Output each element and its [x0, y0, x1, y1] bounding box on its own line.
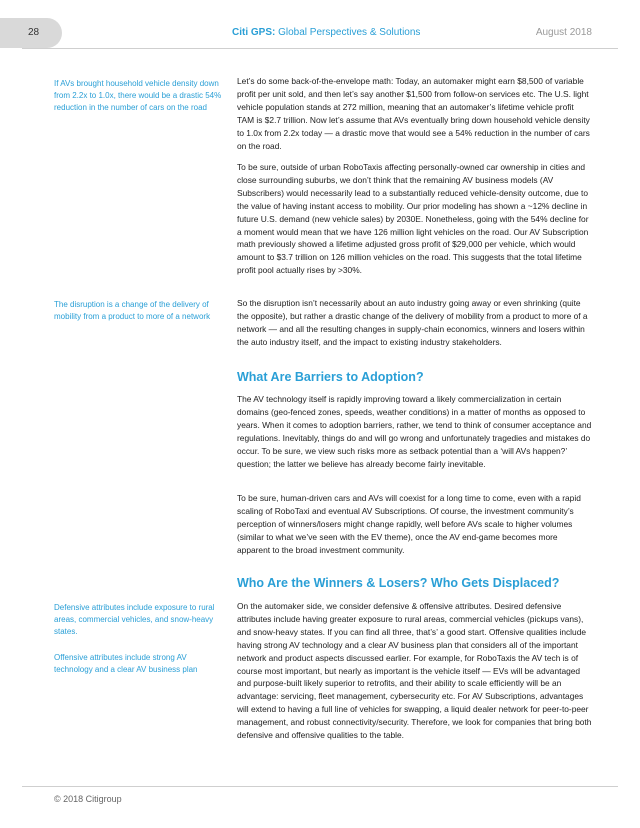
- sidebar-note: The disruption is a change of the delivery of mobility from a product to more of a network: [54, 300, 211, 321]
- brand-subtitle: Global Perspectives & Solutions: [275, 27, 421, 38]
- body-paragraph: To be sure, outside of urban RoboTaxis affecting personally-owned car ownership in cities and close surrounding suburbs, we don’t think that the remaining AV business models (AV Subscribers) would necessarily lead to a substantially reduced vehicle-density outcome, due to the value of having instant access to mobility. Our prior modeling has shown a ~12% decline in future U.S. demand (new vehicle sales) by 2030E. Nonetheless, going with the 54% decline for a moment would mean that we have 126 million light vehicles on the road. Our AV Subscription math previously showed a lifetime adjusted gross profit of $29,000 per vehicle, which would amount to $3.7 trillion on 126 million vehicles on the road. This suggests that the total lifetime profit pool actually rises by >30%.: [237, 162, 589, 276]
- header-divider: [22, 48, 618, 49]
- body-paragraph: The AV technology itself is rapidly improving toward a likely commercialization in certain domains (geo-fenced zones, speeds, weather conditions) in a matter of months as opposed to years. When it comes to adoption barriers, rather, we tend to think of consumer acceptance and regulations. Inevitably, things do and will go wrong and unfortunately tragedies and mistakes do occur. To be sure, we view such risks more as setback potential than a ‘will AVs happen?’ question; the latter we believe has already become fairly inevitable.: [237, 394, 592, 469]
- sidebar-note: If AVs brought household vehicle density down from 2.2x to 1.0x, there would be a drastic 54% reduction in the number of cars on the road: [54, 79, 222, 112]
- running-header: [232, 27, 592, 41]
- section-heading: Who Are the Winners & Losers? Who Gets Displaced?: [237, 576, 560, 590]
- sidebar-note: Offensive attributes include strong AV technology and a clear AV business plan: [54, 653, 198, 674]
- body-paragraph: To be sure, human-driven cars and AVs will coexist for a long time to come, even with a rapid scaling of RoboTaxi and eventual AV Subscriptions. Of course, the investment community’s perception of winners/losers might change rapidly, well before AVs scale to higher volumes (similar to what we’ve seen with the EV theme), once the AV end-game becomes more apparent to the broad investment community.: [237, 493, 581, 555]
- body-paragraph: On the automaker side, we consider defensive & offensive attributes. Desired defensive attributes include having greater exposure to rural areas, commercial vehicles (pickups vans), and snow-heavy states. If you can find all three, that’s’ a good start. Offensive qualities include having strong AV technology and a clear AV business plan that considers all of the important network and product aspects discussed earlier. For example, for RoboTaxis the AV tech is of course most important, but nearly as important is the vehicle itself — EVs will be advantaged and purpose-built likely superior to retrofits, and their ability to scale efficiently will be an advantage: servicing, fleet management, cybersecurity etc. For AV Subscriptions, advantages will extend to having a full line of vehicles for swapping, a liquid dealer network for peer-to-peer management, and robust connectivity/security. Therefore, we look for companies that bring both defensive and offensive qualities to the table.: [237, 601, 592, 741]
- page-number: 28: [0, 18, 62, 48]
- header-date: August 2018: [535, 27, 592, 38]
- body-paragraph: Let’s do some back-of-the-envelope math: Today, an automaker might earn $8,500 of variable profit per unit sold, and then let’s say another $1,500 from follow-on services etc. The U.S. light vehicle population stands at 272 million, meaning that an automaker’s lifetime vehicle profit TAM is $2.7 trillion. Now let’s assume that AVs eventually bring down household vehicle density to 1.0x from 2.2x today — a drastic move that would see a 54% reduction in the number of cars on the road.: [237, 76, 590, 151]
- body-paragraph: So the disruption isn’t necessarily about an auto industry going away or even shrinking (quite the opposite), but rather a drastic change of the delivery of mobility from a product to more of a network — and all the resulting changes in supply-chain economics, winners and losers within the auto industry itself, and the impact to existing industry stakeholders.: [237, 298, 588, 347]
- footer-copyright: © 2018 Citigroup: [54, 794, 122, 804]
- section-heading: What Are Barriers to Adoption?: [237, 370, 424, 384]
- brand-title: [232, 27, 420, 38]
- sidebar-note: Defensive attributes include exposure to rural areas, commercial vehicles, and snow-heavy states.: [54, 603, 215, 636]
- footer-divider: [22, 786, 618, 787]
- brand-bold: Citi GPS:: [232, 27, 276, 38]
